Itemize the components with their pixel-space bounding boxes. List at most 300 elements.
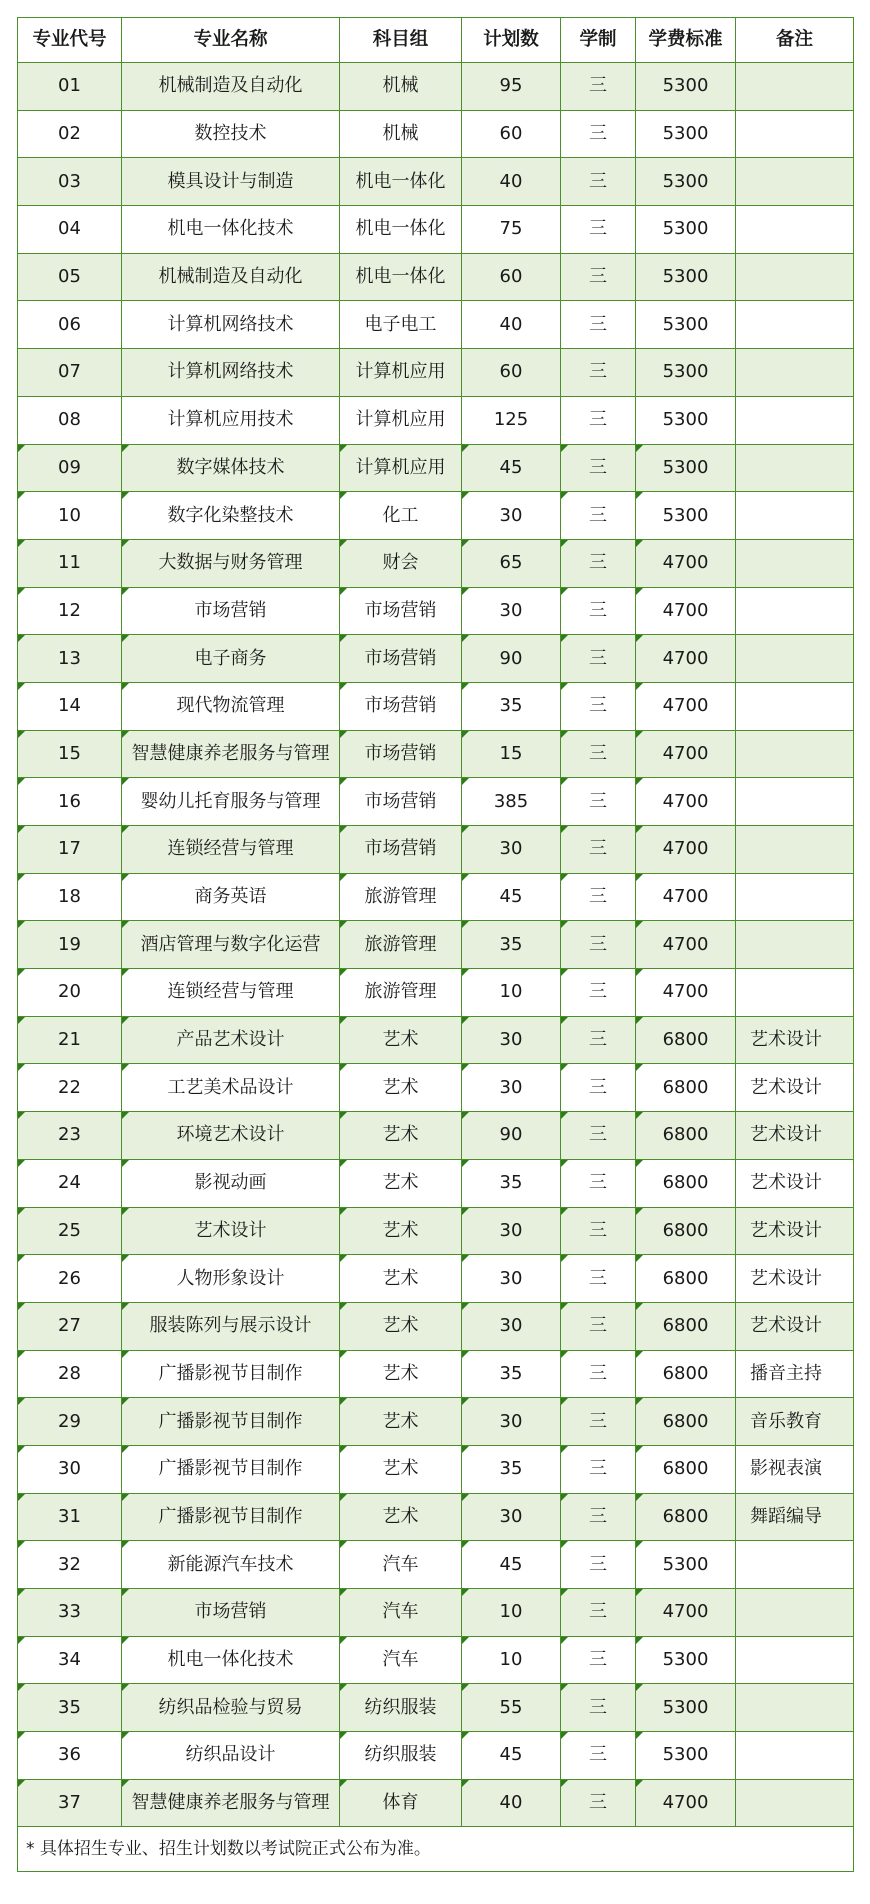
plan-count-cell: 90: [462, 1112, 561, 1160]
duration-cell: 三: [561, 539, 636, 587]
table-row: [18, 969, 854, 1017]
duration-cell: 三: [561, 1302, 636, 1350]
header-subject-group: 科目组: [340, 18, 462, 63]
tuition-cell: 5300: [636, 63, 736, 111]
duration-cell: 三: [561, 1445, 636, 1493]
plan-count-cell: 65: [462, 539, 561, 587]
major-name-cell: 电子商务: [122, 635, 340, 683]
major-name-cell: 广播影视节目制作: [122, 1493, 340, 1541]
major-code-cell: 27: [18, 1302, 122, 1350]
tuition-cell: 5300: [636, 396, 736, 444]
major-name-cell: 广播影视节目制作: [122, 1398, 340, 1446]
duration-cell: 三: [561, 1112, 636, 1160]
major-code-cell: 21: [18, 1016, 122, 1064]
notes-cell: [736, 826, 854, 874]
major-code-cell: 16: [18, 778, 122, 826]
table-row: [18, 682, 854, 730]
major-code-cell: 26: [18, 1255, 122, 1303]
notes-cell: [736, 682, 854, 730]
tuition-cell: 6800: [636, 1445, 736, 1493]
notes-cell: [736, 778, 854, 826]
duration-cell: 三: [561, 635, 636, 683]
subject-group-cell: 艺术: [340, 1350, 462, 1398]
major-code-cell: 33: [18, 1589, 122, 1637]
tuition-cell: 5300: [636, 110, 736, 158]
subject-group-cell: 旅游管理: [340, 873, 462, 921]
tuition-cell: 5300: [636, 1684, 736, 1732]
duration-cell: 三: [561, 826, 636, 874]
notes-cell: 舞蹈编导: [736, 1493, 854, 1541]
table-header: [18, 18, 854, 63]
tuition-cell: 4700: [636, 1779, 736, 1827]
table-row: [18, 587, 854, 635]
notes-cell: 艺术设计: [736, 1064, 854, 1112]
table-row: [18, 444, 854, 492]
major-code-cell: 35: [18, 1684, 122, 1732]
major-code-cell: 22: [18, 1064, 122, 1112]
major-name-cell: 商务英语: [122, 873, 340, 921]
major-name-cell: 机械制造及自动化: [122, 63, 340, 111]
tuition-cell: 5300: [636, 206, 736, 254]
table-row: [18, 1016, 854, 1064]
subject-group-cell: 纺织服装: [340, 1684, 462, 1732]
major-code-cell: 36: [18, 1732, 122, 1780]
subject-group-cell: 财会: [340, 539, 462, 587]
plan-count-cell: 30: [462, 1493, 561, 1541]
major-code-cell: 17: [18, 826, 122, 874]
major-name-cell: 人物形象设计: [122, 1255, 340, 1303]
tuition-cell: 4700: [636, 778, 736, 826]
plan-count-cell: 15: [462, 730, 561, 778]
duration-cell: 三: [561, 1732, 636, 1780]
major-code-cell: 34: [18, 1636, 122, 1684]
tuition-cell: 6800: [636, 1064, 736, 1112]
plan-count-cell: 125: [462, 396, 561, 444]
enrollment-plan-table: [17, 17, 854, 1872]
major-code-cell: 14: [18, 682, 122, 730]
table-row: [18, 1589, 854, 1637]
plan-count-cell: 30: [462, 492, 561, 540]
duration-cell: 三: [561, 444, 636, 492]
duration-cell: 三: [561, 396, 636, 444]
tuition-cell: 4700: [636, 921, 736, 969]
footnote-text: * 具体招生专业、招生计划数以考试院正式公布为准。: [18, 1827, 854, 1872]
major-name-cell: 智慧健康养老服务与管理: [122, 1779, 340, 1827]
major-name-cell: 大数据与财务管理: [122, 539, 340, 587]
tuition-cell: 5300: [636, 253, 736, 301]
duration-cell: 三: [561, 1064, 636, 1112]
table-row: [18, 1398, 854, 1446]
notes-cell: [736, 110, 854, 158]
plan-count-cell: 30: [462, 1016, 561, 1064]
plan-count-cell: 45: [462, 1541, 561, 1589]
duration-cell: 三: [561, 921, 636, 969]
plan-count-cell: 55: [462, 1684, 561, 1732]
subject-group-cell: 汽车: [340, 1541, 462, 1589]
major-code-cell: 10: [18, 492, 122, 540]
major-code-cell: 06: [18, 301, 122, 349]
subject-group-cell: 艺术: [340, 1255, 462, 1303]
subject-group-cell: 机电一体化: [340, 253, 462, 301]
subject-group-cell: 市场营销: [340, 635, 462, 683]
duration-cell: 三: [561, 873, 636, 921]
major-name-cell: 数字媒体技术: [122, 444, 340, 492]
notes-cell: [736, 301, 854, 349]
plan-count-cell: 40: [462, 301, 561, 349]
notes-cell: [736, 587, 854, 635]
table-row: [18, 1112, 854, 1160]
major-name-cell: 计算机应用技术: [122, 396, 340, 444]
major-name-cell: 机电一体化技术: [122, 206, 340, 254]
subject-group-cell: 体育: [340, 1779, 462, 1827]
table-row: [18, 63, 854, 111]
duration-cell: 三: [561, 253, 636, 301]
tuition-cell: 6800: [636, 1350, 736, 1398]
major-code-cell: 31: [18, 1493, 122, 1541]
plan-count-cell: 35: [462, 1350, 561, 1398]
header-duration: 学制: [561, 18, 636, 63]
duration-cell: 三: [561, 158, 636, 206]
notes-cell: [736, 730, 854, 778]
table-row: [18, 1445, 854, 1493]
major-code-cell: 18: [18, 873, 122, 921]
notes-cell: 艺术设计: [736, 1159, 854, 1207]
major-name-cell: 影视动画: [122, 1159, 340, 1207]
table-row: [18, 206, 854, 254]
duration-cell: 三: [561, 1207, 636, 1255]
major-code-cell: 37: [18, 1779, 122, 1827]
major-code-cell: 23: [18, 1112, 122, 1160]
table-row: [18, 1350, 854, 1398]
tuition-cell: 4700: [636, 873, 736, 921]
subject-group-cell: 旅游管理: [340, 921, 462, 969]
subject-group-cell: 纺织服装: [340, 1732, 462, 1780]
notes-cell: [736, 1589, 854, 1637]
duration-cell: 三: [561, 1016, 636, 1064]
plan-count-cell: 10: [462, 1589, 561, 1637]
notes-cell: [736, 1779, 854, 1827]
subject-group-cell: 化工: [340, 492, 462, 540]
tuition-cell: 6800: [636, 1016, 736, 1064]
notes-cell: 艺术设计: [736, 1112, 854, 1160]
header-major-name: 专业名称: [122, 18, 340, 63]
plan-count-cell: 30: [462, 1302, 561, 1350]
major-code-cell: 01: [18, 63, 122, 111]
plan-count-cell: 10: [462, 969, 561, 1017]
table-body: [18, 63, 854, 1827]
plan-count-cell: 60: [462, 253, 561, 301]
notes-cell: [736, 1684, 854, 1732]
tuition-cell: 5300: [636, 1732, 736, 1780]
major-code-cell: 32: [18, 1541, 122, 1589]
duration-cell: 三: [561, 1541, 636, 1589]
major-name-cell: 工艺美术品设计: [122, 1064, 340, 1112]
major-name-cell: 新能源汽车技术: [122, 1541, 340, 1589]
subject-group-cell: 艺术: [340, 1207, 462, 1255]
notes-cell: [736, 444, 854, 492]
tuition-cell: 4700: [636, 969, 736, 1017]
table-row: [18, 1779, 854, 1827]
tuition-cell: 5300: [636, 349, 736, 397]
tuition-cell: 4700: [636, 1589, 736, 1637]
notes-cell: [736, 873, 854, 921]
major-name-cell: 环境艺术设计: [122, 1112, 340, 1160]
notes-cell: 艺术设计: [736, 1207, 854, 1255]
table-row: [18, 635, 854, 683]
plan-count-cell: 30: [462, 587, 561, 635]
table-row: [18, 1302, 854, 1350]
subject-group-cell: 机械: [340, 110, 462, 158]
tuition-cell: 6800: [636, 1159, 736, 1207]
plan-count-cell: 30: [462, 1398, 561, 1446]
tuition-cell: 6800: [636, 1398, 736, 1446]
table-row: [18, 253, 854, 301]
plan-count-cell: 75: [462, 206, 561, 254]
table-row: [18, 1732, 854, 1780]
subject-group-cell: 计算机应用: [340, 349, 462, 397]
major-code-cell: 29: [18, 1398, 122, 1446]
subject-group-cell: 电子电工: [340, 301, 462, 349]
plan-count-cell: 30: [462, 826, 561, 874]
major-name-cell: 酒店管理与数字化运营: [122, 921, 340, 969]
notes-cell: 影视表演: [736, 1445, 854, 1493]
enrollment-plan-sheet: [17, 17, 853, 1872]
notes-cell: [736, 921, 854, 969]
major-name-cell: 现代物流管理: [122, 682, 340, 730]
table-row: [18, 1541, 854, 1589]
plan-count-cell: 10: [462, 1636, 561, 1684]
plan-count-cell: 60: [462, 349, 561, 397]
duration-cell: 三: [561, 492, 636, 540]
table-row: [18, 1493, 854, 1541]
subject-group-cell: 计算机应用: [340, 444, 462, 492]
footnote-row: [18, 1827, 854, 1872]
tuition-cell: 6800: [636, 1302, 736, 1350]
plan-count-cell: 385: [462, 778, 561, 826]
major-code-cell: 04: [18, 206, 122, 254]
table-row: [18, 873, 854, 921]
table-row: [18, 1207, 854, 1255]
table-row: [18, 1636, 854, 1684]
plan-count-cell: 45: [462, 1732, 561, 1780]
major-code-cell: 05: [18, 253, 122, 301]
notes-cell: [736, 492, 854, 540]
major-code-cell: 30: [18, 1445, 122, 1493]
table-row: [18, 110, 854, 158]
tuition-cell: 5300: [636, 1636, 736, 1684]
notes-cell: [736, 1541, 854, 1589]
plan-count-cell: 60: [462, 110, 561, 158]
subject-group-cell: 市场营销: [340, 778, 462, 826]
header-major-code: 专业代号: [18, 18, 122, 63]
subject-group-cell: 机电一体化: [340, 206, 462, 254]
duration-cell: 三: [561, 1159, 636, 1207]
major-name-cell: 艺术设计: [122, 1207, 340, 1255]
subject-group-cell: 艺术: [340, 1016, 462, 1064]
notes-cell: 艺术设计: [736, 1255, 854, 1303]
notes-cell: 艺术设计: [736, 1302, 854, 1350]
tuition-cell: 6800: [636, 1207, 736, 1255]
duration-cell: 三: [561, 1398, 636, 1446]
duration-cell: 三: [561, 1684, 636, 1732]
subject-group-cell: 艺术: [340, 1445, 462, 1493]
major-name-cell: 计算机网络技术: [122, 349, 340, 397]
subject-group-cell: 艺术: [340, 1159, 462, 1207]
notes-cell: [736, 969, 854, 1017]
notes-cell: [736, 539, 854, 587]
plan-count-cell: 35: [462, 682, 561, 730]
tuition-cell: 5300: [636, 158, 736, 206]
major-code-cell: 19: [18, 921, 122, 969]
table-row: [18, 1064, 854, 1112]
table-row: [18, 1159, 854, 1207]
table-row: [18, 778, 854, 826]
major-code-cell: 08: [18, 396, 122, 444]
tuition-cell: 4700: [636, 635, 736, 683]
major-name-cell: 智慧健康养老服务与管理: [122, 730, 340, 778]
notes-cell: [736, 396, 854, 444]
plan-count-cell: 45: [462, 873, 561, 921]
major-code-cell: 12: [18, 587, 122, 635]
major-name-cell: 婴幼儿托育服务与管理: [122, 778, 340, 826]
subject-group-cell: 旅游管理: [340, 969, 462, 1017]
subject-group-cell: 计算机应用: [340, 396, 462, 444]
duration-cell: 三: [561, 969, 636, 1017]
duration-cell: 三: [561, 110, 636, 158]
major-name-cell: 机电一体化技术: [122, 1636, 340, 1684]
duration-cell: 三: [561, 349, 636, 397]
table-row: [18, 301, 854, 349]
plan-count-cell: 35: [462, 1159, 561, 1207]
major-name-cell: 广播影视节目制作: [122, 1350, 340, 1398]
table-row: [18, 396, 854, 444]
major-code-cell: 28: [18, 1350, 122, 1398]
notes-cell: 播音主持: [736, 1350, 854, 1398]
notes-cell: 艺术设计: [736, 1016, 854, 1064]
duration-cell: 三: [561, 63, 636, 111]
major-code-cell: 24: [18, 1159, 122, 1207]
plan-count-cell: 95: [462, 63, 561, 111]
tuition-cell: 4700: [636, 682, 736, 730]
table-row: [18, 158, 854, 206]
subject-group-cell: 机电一体化: [340, 158, 462, 206]
major-name-cell: 产品艺术设计: [122, 1016, 340, 1064]
table-row: [18, 539, 854, 587]
subject-group-cell: 市场营销: [340, 730, 462, 778]
table-row: [18, 826, 854, 874]
major-name-cell: 纺织品检验与贸易: [122, 1684, 340, 1732]
header-row: [18, 18, 854, 63]
tuition-cell: 6800: [636, 1255, 736, 1303]
notes-cell: 音乐教育: [736, 1398, 854, 1446]
plan-count-cell: 35: [462, 921, 561, 969]
major-code-cell: 25: [18, 1207, 122, 1255]
table-row: [18, 921, 854, 969]
duration-cell: 三: [561, 587, 636, 635]
duration-cell: 三: [561, 1493, 636, 1541]
tuition-cell: 4700: [636, 587, 736, 635]
major-name-cell: 市场营销: [122, 587, 340, 635]
tuition-cell: 6800: [636, 1112, 736, 1160]
duration-cell: 三: [561, 730, 636, 778]
plan-count-cell: 40: [462, 158, 561, 206]
notes-cell: [736, 63, 854, 111]
plan-count-cell: 30: [462, 1255, 561, 1303]
major-name-cell: 纺织品设计: [122, 1732, 340, 1780]
subject-group-cell: 艺术: [340, 1064, 462, 1112]
header-notes: 备注: [736, 18, 854, 63]
major-name-cell: 连锁经营与管理: [122, 826, 340, 874]
major-code-cell: 15: [18, 730, 122, 778]
table-row: [18, 730, 854, 778]
duration-cell: 三: [561, 206, 636, 254]
plan-count-cell: 35: [462, 1445, 561, 1493]
notes-cell: [736, 206, 854, 254]
plan-count-cell: 30: [462, 1064, 561, 1112]
major-name-cell: 连锁经营与管理: [122, 969, 340, 1017]
duration-cell: 三: [561, 301, 636, 349]
tuition-cell: 5300: [636, 1541, 736, 1589]
major-code-cell: 13: [18, 635, 122, 683]
major-code-cell: 09: [18, 444, 122, 492]
table-footer: [18, 1827, 854, 1872]
major-name-cell: 模具设计与制造: [122, 158, 340, 206]
notes-cell: [736, 253, 854, 301]
subject-group-cell: 机械: [340, 63, 462, 111]
major-code-cell: 03: [18, 158, 122, 206]
subject-group-cell: 市场营销: [340, 826, 462, 874]
major-name-cell: 服装陈列与展示设计: [122, 1302, 340, 1350]
major-code-cell: 11: [18, 539, 122, 587]
table-row: [18, 349, 854, 397]
tuition-cell: 5300: [636, 492, 736, 540]
duration-cell: 三: [561, 682, 636, 730]
major-name-cell: 机械制造及自动化: [122, 253, 340, 301]
table-row: [18, 1255, 854, 1303]
subject-group-cell: 艺术: [340, 1493, 462, 1541]
major-name-cell: 市场营销: [122, 1589, 340, 1637]
major-code-cell: 20: [18, 969, 122, 1017]
notes-cell: [736, 635, 854, 683]
subject-group-cell: 汽车: [340, 1589, 462, 1637]
plan-count-cell: 90: [462, 635, 561, 683]
table-row: [18, 1684, 854, 1732]
plan-count-cell: 40: [462, 1779, 561, 1827]
major-code-cell: 02: [18, 110, 122, 158]
tuition-cell: 4700: [636, 826, 736, 874]
tuition-cell: 4700: [636, 539, 736, 587]
plan-count-cell: 45: [462, 444, 561, 492]
major-name-cell: 广播影视节目制作: [122, 1445, 340, 1493]
duration-cell: 三: [561, 1589, 636, 1637]
plan-count-cell: 30: [462, 1207, 561, 1255]
duration-cell: 三: [561, 1779, 636, 1827]
notes-cell: [736, 349, 854, 397]
major-code-cell: 07: [18, 349, 122, 397]
duration-cell: 三: [561, 1350, 636, 1398]
subject-group-cell: 汽车: [340, 1636, 462, 1684]
subject-group-cell: 市场营销: [340, 587, 462, 635]
duration-cell: 三: [561, 1636, 636, 1684]
table-row: [18, 492, 854, 540]
tuition-cell: 5300: [636, 301, 736, 349]
subject-group-cell: 艺术: [340, 1112, 462, 1160]
duration-cell: 三: [561, 778, 636, 826]
major-name-cell: 数字化染整技术: [122, 492, 340, 540]
tuition-cell: 4700: [636, 730, 736, 778]
major-name-cell: 计算机网络技术: [122, 301, 340, 349]
subject-group-cell: 市场营销: [340, 682, 462, 730]
